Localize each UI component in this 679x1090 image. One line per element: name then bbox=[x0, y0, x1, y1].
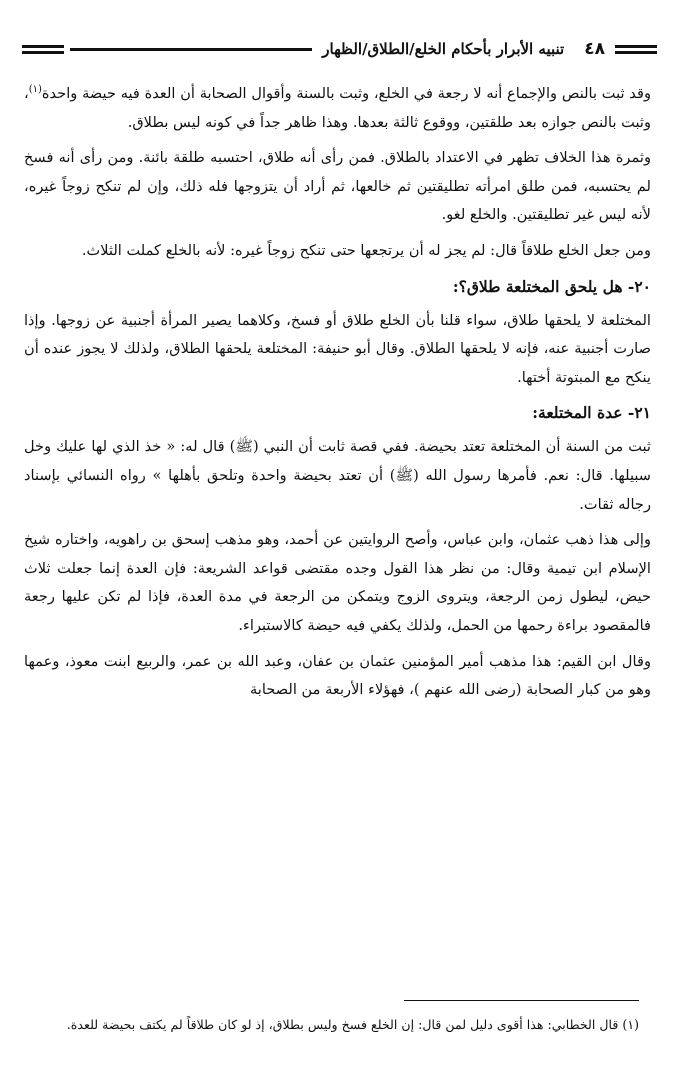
paragraph-khul-as-talaq: ومن جعل الخلع طلاقاً قال: لم يجز له أن يرتجعها حتى تنكح زوجاً غيره: لأنه بالخلع كملت الثلاث. bbox=[81, 241, 651, 259]
page-header bbox=[22, 34, 657, 64]
page-number: ٤٨ bbox=[584, 39, 605, 59]
paragraph-iddah-sunnah: ثبت من السنة أن المختلعة تعتد بحيضة. ففي قصة ثابت أن النبي (ﷺ) قال له: « خذ الذي لها عليك وخل سبيلها. قال: نعم. فأمرها رسول الله (ﷺ) أن تعتد بحيضة واحدة وتلحق بأهلها » رواه النسائي بإسناد رجاله ثقات. bbox=[24, 438, 651, 513]
section-heading-21: ٢١- عدة المختلعة: bbox=[532, 403, 651, 423]
footnote: (١) قال الخطابي: هذا أقوى دليل لمن قال: إن الخلع فسخ وليس بطلاق، إذ لو كان طلاقاً لم يكتف بحيضة للعدة. bbox=[66, 1017, 639, 1032]
paragraph-mukhtalia-talaq: المختلعة لا يلحقها طلاق، سواء قلنا بأن الخلع طلاق أو فسخ، وكلاهما يصير المرأة أجنبية عن زوجها. وإذا صارت أجنبية عنه، فإنه لا يلحقها الطلاق. وقال أبو حنيفة: المختلعة يلحقها الطلاق، ولذلك لا يجوز عنده أن ينكح مع المبتوتة أختها. bbox=[24, 311, 651, 386]
main-text bbox=[24, 80, 651, 712]
footnote-separator bbox=[404, 1000, 639, 1001]
header-ornament-right bbox=[615, 45, 657, 54]
header-ornament-left bbox=[22, 45, 64, 54]
section-heading-20: ٢٠- هل يلحق المختلعة طلاق؟: bbox=[452, 276, 651, 296]
paragraph-ibn-qayyim: وقال ابن القيم: هذا مذهب أمير المؤمنين عثمان بن عفان، وعبد الله بن عمر، والربيع ابنت معوذ، وعمها وهو من كبار الصحابة (رضى الله عنهم )، فهؤلاء الأربعة من الصحابة bbox=[24, 652, 651, 699]
paragraph-no-raja-in-khul: وقد ثبت بالنص والإجماع أنه لا رجعة في الخلع، وثبت بالسنة وأقوال الصحابة أن العدة فيه حيضة واحدة$^{(١)}$، وثبت بالنص جوازه بعد طلقتين، ووقوع ثالثة بعدها. وهذا ظاهر جداً في كونه ليس بطلاق. bbox=[24, 84, 651, 131]
paragraph-scholars-opinion: وإلى هذا ذهب عثمان، وابن عباس، وأصح الروايتين عن أحمد، وهو مذهب إسحق بن راهويه، واختاره شيخ الإسلام ابن تيمية وقال: من نظر هذا القول وجده مقتضى قواعد الشريعة: فإن العدة إنما جعلت ثلاث حيض، ليطول زمن الرجعة، ويتروى الزوج ويتمكن من الرجعة في مدة العدة، فإذا لم تكن عليها رجعة فالمقصود براءة رحمها من الحمل، ولذلك يكفي فيه حيضة كالاستبراء. bbox=[24, 531, 651, 634]
running-title: تنبيه الأبرار بأحكام الخلع/الطلاق/الظهار bbox=[322, 40, 565, 58]
paragraph-fruit-of-dispute: وثمرة هذا الخلاف تظهر في الاعتداد بالطلاق. فمن رأى أنه طلاق، احتسبه طلقة بائنة. ومن رأى أنه فسخ لم يحتسبه، فمن طلق امرأته تطليقتين ثم خالعها، ثم أراد أن يتزوجها فله ذلك، وإن لم تنكح زوجاً غيره، لأنه ليس غير تطليقتين. والخلع لغو. bbox=[24, 149, 651, 224]
header-rule bbox=[70, 48, 312, 51]
footnote-marker: (١) bbox=[28, 84, 42, 96]
